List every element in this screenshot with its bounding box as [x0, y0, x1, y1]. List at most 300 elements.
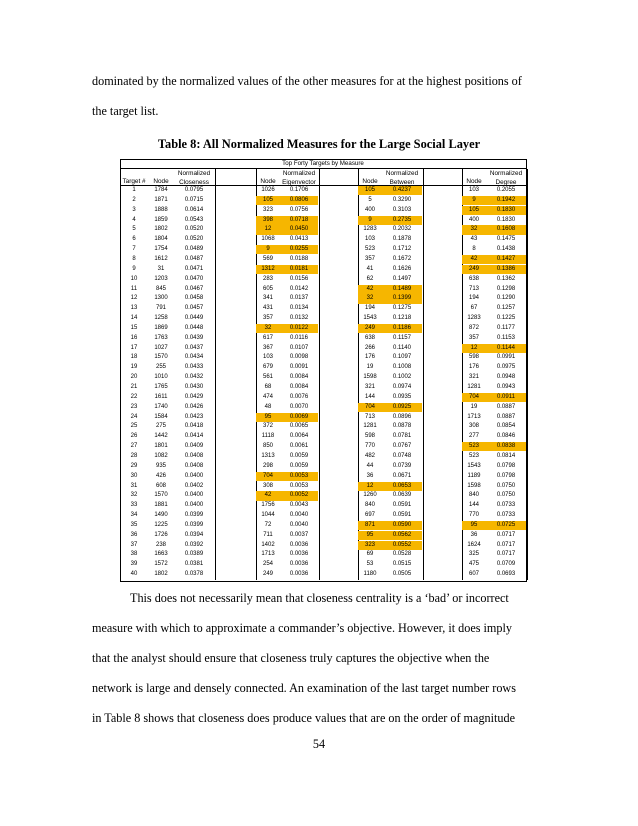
cell-closeness-node: 238 — [155, 541, 166, 548]
cell-degree-node: 770 — [468, 512, 479, 519]
cell-target-number: 12 — [130, 295, 138, 302]
cell-between-node: 323 — [358, 541, 382, 550]
cell-closeness-value: 0.0392 — [184, 541, 204, 548]
cell-closeness-value: 0.0543 — [184, 216, 204, 223]
cell-between-value: 0.0562 — [382, 531, 422, 540]
cell-target-number: 25 — [130, 423, 138, 430]
cell-eigenvector-node: 1026 — [261, 187, 275, 193]
cell-between-node: 713 — [364, 413, 375, 420]
cell-closeness-node: 1765 — [154, 384, 168, 390]
cell-between-node: 357 — [364, 255, 375, 262]
cell-closeness-value: 0.0458 — [184, 295, 204, 302]
cell-closeness-value: 0.0715 — [184, 196, 204, 203]
cell-between-value: 0.0767 — [392, 443, 412, 450]
cell-closeness-node: 845 — [155, 285, 166, 292]
cell-eigenvector-value: 0.0070 — [289, 403, 309, 410]
cell-degree-node: 704 — [462, 393, 486, 402]
cell-eigenvector-value: 0.0069 — [280, 413, 318, 422]
cell-closeness-value: 0.0400 — [184, 492, 204, 499]
cell-closeness-value: 0.0394 — [184, 531, 204, 538]
cell-between-node: 95 — [358, 531, 382, 540]
cell-eigenvector-node: 105 — [256, 196, 280, 205]
cell-eigenvector-value: 0.0098 — [289, 354, 309, 361]
header-between-node: Node — [362, 178, 378, 185]
cell-degree-node: 36 — [470, 531, 478, 538]
cell-closeness-value: 0.0439 — [184, 334, 204, 341]
cell-eigenvector-value: 0.0040 — [289, 521, 309, 528]
cell-degree-node: 144 — [468, 502, 479, 509]
cell-eigenvector-value: 0.0181 — [280, 265, 318, 274]
cell-closeness-value: 0.0448 — [184, 324, 204, 331]
cell-eigenvector-value: 0.0036 — [289, 551, 309, 558]
cell-eigenvector-value: 0.0053 — [280, 472, 318, 481]
cell-degree-value: 0.0991 — [496, 354, 516, 361]
cell-degree-node: 475 — [468, 561, 479, 568]
cell-target-number: 39 — [130, 561, 138, 568]
cell-closeness-node: 1871 — [154, 196, 168, 203]
cell-between-node: 36 — [366, 472, 374, 479]
cell-eigenvector-node: 103 — [262, 354, 273, 361]
cell-degree-node: 249 — [462, 265, 486, 274]
cell-target-number: 7 — [132, 246, 136, 253]
cell-between-node: 42 — [358, 285, 382, 294]
cell-between-value: 0.1878 — [392, 236, 412, 243]
cell-between-value: 0.1712 — [392, 246, 412, 253]
cell-target-number: 4 — [132, 216, 136, 223]
cell-eigenvector-node: 1713 — [261, 551, 275, 558]
cell-between-node: 523 — [364, 246, 375, 253]
cell-between-value: 0.1399 — [382, 294, 422, 303]
cell-eigenvector-node: 617 — [262, 334, 273, 341]
cell-between-node: 1598 — [363, 374, 377, 381]
cell-eigenvector-node: 1118 — [261, 433, 275, 440]
cell-eigenvector-value: 0.0065 — [289, 423, 309, 430]
cell-closeness-node: 1612 — [154, 255, 168, 262]
header-degree-value: Normalized Degree — [489, 170, 523, 186]
cell-closeness-node: 1027 — [154, 344, 168, 351]
cell-degree-value: 0.0854 — [496, 423, 516, 430]
cell-eigenvector-node: 569 — [262, 255, 273, 262]
cell-closeness-node: 791 — [155, 305, 166, 312]
cell-degree-node: 308 — [468, 423, 479, 430]
cell-degree-node: 598 — [468, 354, 479, 361]
cell-between-node: 266 — [364, 344, 375, 351]
cell-degree-node: 43 — [470, 236, 478, 243]
cell-target-number: 24 — [130, 413, 138, 420]
cell-target-number: 3 — [132, 206, 136, 213]
cell-eigenvector-node: 372 — [262, 423, 273, 430]
cell-closeness-node: 1763 — [154, 334, 168, 341]
cell-degree-node: 1713 — [467, 413, 481, 420]
cell-between-value: 0.0653 — [382, 482, 422, 491]
cell-closeness-value: 0.0471 — [184, 265, 204, 272]
cell-degree-node: 277 — [468, 433, 479, 440]
cell-eigenvector-node: 1044 — [261, 512, 275, 519]
cell-eigenvector-node: 95 — [256, 413, 280, 422]
cell-degree-node: 713 — [468, 285, 479, 292]
cell-closeness-node: 1888 — [154, 206, 168, 213]
cell-degree-node: 357 — [468, 334, 479, 341]
cell-target-number: 8 — [132, 255, 136, 262]
cell-eigenvector-node: 1313 — [261, 452, 275, 459]
header-degree-node: Node — [466, 178, 482, 185]
cell-closeness-node: 426 — [155, 472, 166, 479]
cell-between-node: 19 — [366, 364, 374, 371]
cell-target-number: 18 — [130, 354, 138, 361]
cell-target-number: 9 — [132, 265, 136, 272]
cell-eigenvector-value: 0.0053 — [289, 482, 309, 489]
cell-closeness-value: 0.0429 — [184, 393, 204, 400]
cell-between-value: 0.1140 — [393, 344, 411, 351]
cell-between-node: 44 — [366, 462, 374, 469]
cell-closeness-value: 0.0434 — [184, 354, 204, 361]
cell-target-number: 22 — [130, 393, 138, 400]
cell-target-number: 11 — [130, 285, 138, 292]
cell-closeness-node: 1802 — [154, 226, 168, 233]
cell-degree-value: 0.1144 — [486, 344, 526, 353]
cell-closeness-value: 0.0400 — [184, 502, 204, 509]
cell-eigenvector-value: 0.0037 — [289, 531, 309, 538]
cell-between-value: 0.1672 — [392, 255, 412, 262]
cell-closeness-node: 1740 — [154, 403, 168, 410]
cell-degree-value: 0.1830 — [486, 206, 526, 215]
cell-target-number: 37 — [130, 541, 138, 548]
cell-target-number: 14 — [130, 315, 138, 322]
cell-between-value: 0.0639 — [392, 492, 412, 499]
cell-closeness-node: 1881 — [154, 502, 168, 509]
cell-eigenvector-node: 704 — [256, 472, 280, 481]
cell-eigenvector-node: 679 — [262, 364, 273, 371]
cell-closeness-node: 31 — [157, 265, 165, 272]
cell-degree-node: 638 — [468, 275, 479, 282]
cell-closeness-value: 0.0467 — [184, 285, 204, 292]
cell-closeness-node: 1802 — [154, 571, 168, 578]
cell-closeness-value: 0.0614 — [184, 206, 204, 213]
body-text-line-5: that the analyst should ensure that closeness truly captures the objective when the — [92, 651, 490, 665]
cell-between-value: 0.0515 — [392, 561, 412, 568]
cell-between-node: 1283 — [363, 226, 377, 233]
cell-eigenvector-node: 68 — [264, 384, 272, 390]
cell-degree-value: 0.0911 — [486, 393, 526, 402]
cell-closeness-node: 1203 — [154, 275, 168, 282]
cell-eigenvector-node: 711 — [263, 531, 273, 538]
cell-target-number: 28 — [130, 452, 138, 459]
cell-eigenvector-value: 0.0052 — [280, 491, 318, 500]
body-text-line-7: in Table 8 shows that closeness does produce values that are on the order of magnitude — [92, 711, 515, 725]
cell-closeness-value: 0.0449 — [184, 315, 204, 322]
cell-target-number: 27 — [130, 443, 138, 450]
cell-eigenvector-value: 0.0064 — [289, 433, 309, 440]
cell-eigenvector-value: 0.0137 — [289, 295, 309, 302]
cell-closeness-node: 935 — [155, 462, 166, 469]
cell-between-value: 0.0528 — [392, 551, 412, 558]
cell-eigenvector-node: 298 — [262, 462, 273, 469]
cell-degree-value: 0.1153 — [497, 334, 515, 341]
cell-between-value: 0.1008 — [392, 364, 412, 371]
cell-closeness-node: 1225 — [154, 521, 168, 528]
cell-eigenvector-node: 249 — [262, 571, 273, 578]
cell-between-node: 9 — [358, 216, 382, 225]
cell-between-node: 871 — [358, 521, 382, 530]
cell-eigenvector-value: 0.0188 — [289, 255, 309, 262]
cell-between-value: 0.0591 — [392, 502, 412, 509]
cell-between-value: 0.0591 — [392, 512, 412, 519]
cell-target-number: 23 — [130, 403, 138, 410]
cell-eigenvector-node: 323 — [262, 206, 273, 213]
cell-degree-value: 0.0717 — [496, 531, 516, 538]
cell-target-number: 34 — [130, 512, 138, 519]
cell-closeness-value: 0.0470 — [184, 275, 204, 282]
cell-between-node: 1260 — [363, 492, 377, 499]
cell-degree-node: 12 — [462, 344, 486, 353]
cell-between-node: 249 — [358, 324, 382, 333]
cell-eigenvector-value: 0.0107 — [289, 344, 309, 351]
cell-degree-node: 321 — [468, 374, 479, 381]
header-target-number: Target # — [122, 178, 146, 185]
cell-degree-value: 0.1177 — [497, 324, 515, 331]
cell-degree-value: 0.0725 — [486, 521, 526, 530]
cell-degree-value: 0.0943 — [496, 384, 516, 390]
cell-target-number: 40 — [130, 571, 138, 578]
cell-eigenvector-value: 0.0036 — [289, 561, 309, 568]
cell-between-value: 0.2735 — [382, 216, 422, 225]
body-text-line-3: This does not necessarily mean that closeness centrality is a ‘bad’ or incorrect — [130, 591, 509, 605]
cell-eigenvector-node: 357 — [262, 315, 273, 322]
cell-eigenvector-value: 0.0134 — [289, 305, 309, 312]
cell-closeness-value: 0.0457 — [184, 305, 204, 312]
cell-closeness-value: 0.0487 — [184, 255, 204, 262]
cell-between-node: 176 — [364, 354, 375, 361]
cell-closeness-node: 1010 — [154, 374, 168, 381]
cell-degree-node: 400 — [468, 216, 479, 223]
cell-degree-node: 8 — [472, 246, 476, 253]
cell-target-number: 32 — [130, 492, 138, 499]
cell-between-value: 0.3103 — [392, 206, 412, 213]
cell-between-value: 0.1497 — [392, 275, 412, 282]
cell-closeness-value: 0.0520 — [184, 226, 204, 233]
cell-eigenvector-node: 42 — [256, 491, 280, 500]
cell-closeness-value: 0.0426 — [184, 403, 204, 410]
cell-eigenvector-node: 1402 — [261, 541, 275, 548]
cell-eigenvector-node: 431 — [262, 305, 273, 312]
cell-closeness-value: 0.0381 — [184, 561, 204, 568]
cell-degree-node: 105 — [462, 206, 486, 215]
cell-closeness-node: 1570 — [154, 354, 168, 361]
cell-degree-node: 9 — [462, 196, 486, 205]
cell-between-value: 0.0781 — [392, 433, 412, 440]
cell-eigenvector-node: 1068 — [261, 236, 275, 243]
cell-closeness-node: 1784 — [154, 187, 168, 193]
cell-between-node: 53 — [366, 561, 374, 568]
cell-eigenvector-value: 0.0806 — [280, 196, 318, 205]
cell-degree-value: 0.1608 — [486, 225, 526, 234]
cell-target-number: 16 — [130, 334, 138, 341]
cell-between-node: 598 — [364, 433, 375, 440]
cell-degree-value: 0.0733 — [496, 502, 516, 509]
cell-between-node: 321 — [364, 384, 375, 390]
cell-closeness-node: 1300 — [154, 295, 168, 302]
cell-between-node: 638 — [364, 334, 375, 341]
cell-eigenvector-value: 0.0156 — [289, 275, 309, 282]
cell-between-node: 62 — [366, 275, 374, 282]
cell-target-number: 1 — [132, 187, 136, 193]
cell-eigenvector-value: 0.0061 — [289, 443, 309, 450]
cell-eigenvector-value: 0.0059 — [289, 462, 309, 469]
cell-eigenvector-value: 0.0040 — [289, 512, 309, 519]
cell-closeness-node: 1801 — [154, 443, 168, 450]
cell-degree-value: 0.0846 — [496, 433, 516, 440]
cell-eigenvector-node: 283 — [262, 275, 273, 282]
cell-between-value: 0.0590 — [382, 521, 422, 530]
cell-degree-value: 0.0948 — [496, 374, 516, 381]
cell-closeness-value: 0.0414 — [184, 433, 204, 440]
cell-eigenvector-value: 0.0142 — [289, 285, 309, 292]
cell-degree-value: 0.0693 — [496, 571, 516, 578]
cell-target-number: 13 — [130, 305, 138, 312]
cell-degree-node: 1189 — [467, 472, 481, 479]
cell-degree-node: 1624 — [467, 541, 481, 548]
cell-between-value: 0.0935 — [392, 393, 412, 400]
cell-degree-value: 0.0814 — [496, 452, 516, 459]
cell-degree-node: 872 — [468, 324, 479, 331]
cell-closeness-value: 0.0378 — [184, 571, 204, 578]
cell-eigenvector-node: 12 — [256, 225, 280, 234]
cell-degree-value: 0.0838 — [486, 442, 526, 451]
cell-closeness-node: 1726 — [154, 531, 168, 538]
header-closeness-node: Node — [153, 178, 169, 185]
cell-degree-node: 176 — [468, 364, 479, 371]
cell-degree-value: 0.1290 — [496, 295, 516, 302]
cell-eigenvector-node: 850 — [262, 443, 273, 450]
measures-table — [120, 159, 526, 581]
cell-closeness-value: 0.0408 — [184, 462, 204, 469]
cell-closeness-value: 0.0399 — [184, 512, 204, 519]
cell-eigenvector-value: 0.0132 — [289, 315, 309, 322]
cell-target-number: 30 — [130, 472, 138, 479]
header-eigenvector-node: Node — [260, 178, 276, 185]
cell-closeness-node: 1584 — [154, 413, 168, 420]
cell-degree-value: 0.2055 — [496, 187, 516, 193]
cell-closeness-node: 1804 — [154, 236, 168, 243]
cell-between-value: 0.0671 — [392, 472, 412, 479]
cell-degree-value: 0.0733 — [496, 512, 516, 519]
cell-between-value: 0.0925 — [382, 403, 422, 412]
cell-target-number: 19 — [130, 364, 138, 371]
cell-target-number: 35 — [130, 521, 138, 528]
cell-eigenvector-value: 0.0122 — [280, 324, 318, 333]
cell-degree-value: 0.1298 — [496, 285, 516, 292]
cell-eigenvector-node: 1312 — [256, 265, 280, 274]
cell-degree-value: 0.0975 — [496, 364, 516, 371]
cell-degree-node: 1281 — [467, 384, 481, 390]
cell-between-node: 770 — [364, 443, 375, 450]
cell-target-number: 10 — [130, 275, 138, 282]
cell-closeness-value: 0.0423 — [184, 413, 204, 420]
cell-degree-node: 42 — [462, 255, 486, 264]
body-text-line-1: dominated by the normalized values of the other measures for at the highest positions of — [92, 74, 522, 88]
cell-closeness-node: 1442 — [154, 433, 168, 440]
cell-degree-node: 95 — [462, 521, 486, 530]
header-eigenvector-value: Normalized Eigenvector — [282, 170, 316, 186]
cell-closeness-value: 0.0430 — [184, 384, 204, 390]
cell-closeness-node: 1859 — [154, 216, 168, 223]
cell-eigenvector-value: 0.0413 — [289, 236, 309, 243]
cell-target-number: 2 — [132, 196, 136, 203]
cell-closeness-node: 1490 — [154, 512, 168, 519]
body-text-line-6: network is large and densely connected. An examination of the last target number rows — [92, 681, 516, 695]
cell-target-number: 29 — [130, 462, 138, 469]
cell-between-node: 12 — [358, 482, 382, 491]
cell-eigenvector-value: 0.0255 — [280, 245, 318, 254]
cell-between-node: 1180 — [363, 571, 377, 578]
cell-degree-value: 0.0887 — [496, 403, 516, 410]
cell-degree-value: 0.1225 — [496, 315, 516, 322]
cell-closeness-node: 1754 — [154, 246, 168, 253]
cell-degree-value: 0.1942 — [486, 196, 526, 205]
cell-between-value: 0.2032 — [392, 226, 412, 233]
cell-degree-node: 67 — [470, 305, 478, 312]
cell-degree-value: 0.0750 — [496, 492, 516, 499]
cell-eigenvector-value: 0.0756 — [289, 206, 309, 213]
cell-closeness-value: 0.0432 — [184, 374, 204, 381]
cell-between-node: 482 — [364, 452, 375, 459]
cell-eigenvector-value: 0.0084 — [289, 374, 309, 381]
cell-degree-value: 0.0717 — [496, 541, 516, 548]
cell-degree-value: 0.1427 — [486, 255, 526, 264]
cell-between-value: 0.1157 — [393, 334, 411, 341]
cell-target-number: 33 — [130, 502, 138, 509]
cell-target-number: 31 — [130, 482, 138, 489]
cell-target-number: 36 — [130, 531, 138, 538]
cell-eigenvector-node: 72 — [264, 521, 272, 528]
cell-closeness-value: 0.0418 — [184, 423, 204, 430]
cell-between-value: 0.0552 — [382, 541, 422, 550]
body-text-line-4: measure with which to approximate a commander’s objective. However, it does imply — [92, 621, 512, 635]
cell-target-number: 17 — [130, 344, 138, 351]
body-text-line-2: the target list. — [92, 104, 159, 118]
cell-degree-value: 0.0709 — [496, 561, 516, 568]
cell-between-node: 32 — [358, 294, 382, 303]
cell-degree-value: 0.0887 — [496, 413, 516, 420]
cell-eigenvector-node: 474 — [262, 393, 273, 400]
cell-between-node: 103 — [364, 236, 375, 243]
cell-degree-node: 523 — [462, 442, 486, 451]
cell-eigenvector-node: 341 — [262, 295, 273, 302]
cell-between-value: 0.1186 — [382, 324, 422, 333]
cell-between-value: 0.0896 — [392, 413, 412, 420]
cell-degree-value: 0.1438 — [496, 246, 516, 253]
cell-closeness-value: 0.0389 — [184, 551, 204, 558]
cell-between-value: 0.1626 — [392, 265, 412, 272]
cell-degree-value: 0.0717 — [496, 551, 516, 558]
cell-closeness-node: 1663 — [154, 551, 168, 558]
cell-degree-node: 1543 — [467, 462, 481, 469]
cell-target-number: 15 — [130, 324, 138, 331]
cell-degree-node: 32 — [462, 225, 486, 234]
cell-between-value: 0.0878 — [392, 423, 412, 430]
cell-between-node: 41 — [366, 265, 374, 272]
cell-closeness-value: 0.0489 — [184, 246, 204, 253]
cell-closeness-value: 0.0400 — [184, 472, 204, 479]
cell-between-value: 0.1002 — [392, 374, 412, 381]
cell-eigenvector-value: 0.0450 — [280, 225, 318, 234]
cell-degree-node: 325 — [468, 551, 479, 558]
header-between-value: Normalized Between — [385, 170, 419, 186]
cell-eigenvector-value: 0.0043 — [289, 502, 309, 509]
cell-target-number: 6 — [132, 236, 136, 243]
cell-closeness-value: 0.0437 — [184, 344, 204, 351]
cell-eigenvector-node: 605 — [262, 285, 273, 292]
